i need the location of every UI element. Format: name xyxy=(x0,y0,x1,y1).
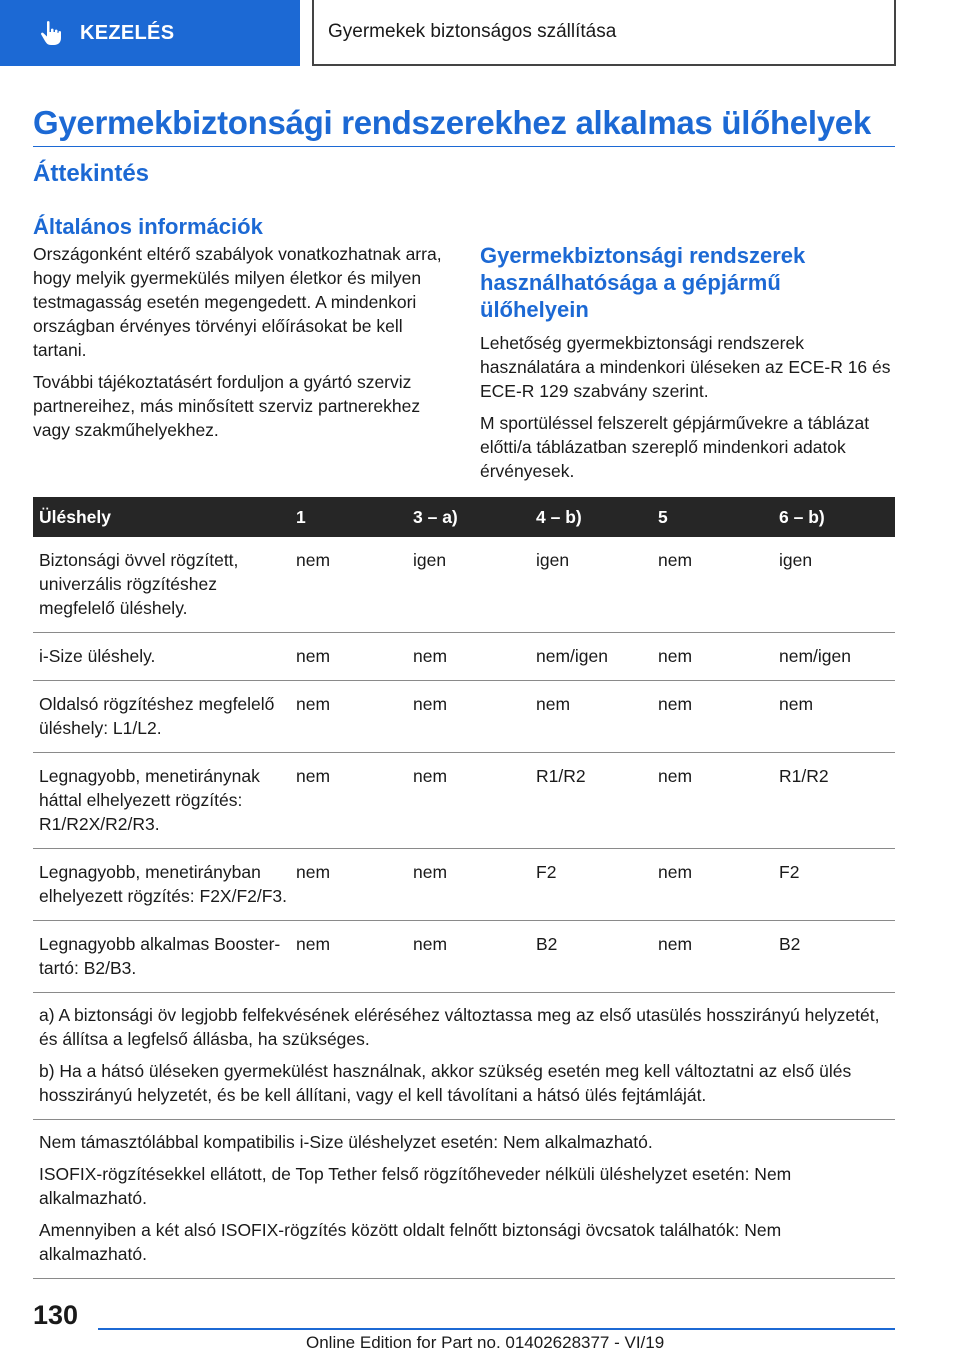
table-cell: Biztonsági övvel rögzített, univerzális rögzítéshez megfelelő üléshely. xyxy=(39,550,239,618)
section-tab[interactable] xyxy=(0,0,300,66)
table-row xyxy=(33,849,895,921)
page-number: 130 xyxy=(33,1300,79,1330)
table-footnotes xyxy=(33,993,895,1120)
table-cell: Legnagyobb, menetirányban elhelyezett rögzítés: F2X/F2/F3. xyxy=(39,862,288,906)
right-column xyxy=(480,242,892,491)
right-paragraph: Lehetőség gyermekbiztonsági rendszerek használatára a mindenkori üléseken az ECE-R 16 és ECE-R 129 szabvány szerint. xyxy=(480,333,891,401)
title-divider xyxy=(33,146,895,147)
table-cell: nem/igen xyxy=(779,646,851,666)
table-cell: nem xyxy=(658,550,693,570)
table-cell: B2 xyxy=(779,934,801,954)
table-cell: nem xyxy=(413,934,448,954)
table-cell: nem xyxy=(779,694,814,714)
page-header xyxy=(0,0,960,68)
seating-table xyxy=(33,497,895,1279)
table-cell: F2 xyxy=(779,862,800,882)
column-header: 3 – a) xyxy=(413,506,458,527)
table-cell: nem xyxy=(658,646,693,666)
column-header: 1 xyxy=(296,506,306,527)
table-row xyxy=(33,633,895,681)
note: ISOFIX-rögzítésekkel ellátott, de Top Tether felső rögzítőheveder nélküli üléshelyzet esetén: Nem alkalmazható. xyxy=(39,1164,792,1208)
table-cell: Oldalsó rögzítéshez megfelelő üléshely: L1/L2. xyxy=(39,694,275,738)
left-column xyxy=(33,242,453,450)
right-paragraph: M sportüléssel felszerelt gépjárművekre a táblázat előtti/a táblázatban szereplő mindenkori adatok érvényesek. xyxy=(480,413,870,481)
usability-heading: Gyermekbiztonsági rendszerek használhatósága a gépjármű ülőhelyein xyxy=(480,243,806,322)
table-cell: i-Size üléshely. xyxy=(39,646,156,666)
table-cell: nem/igen xyxy=(536,646,608,666)
left-paragraph: Országonként eltérő szabályok vonatkozhatnak arra, hogy melyik gyermekülés milyen életkor és milyen testmagasság esetén megengedett. A mindenkori országban érvényes törvényi előírásokat be kell tartani. xyxy=(33,244,442,360)
table-cell: nem xyxy=(296,694,331,714)
table-cell: igen xyxy=(536,550,570,570)
table-cell: nem xyxy=(536,694,571,714)
table-cell: nem xyxy=(296,862,331,882)
table-cell: Legnagyobb alkalmas Booster-tartó: B2/B3. xyxy=(39,934,281,978)
table-cell: igen xyxy=(779,550,813,570)
section-label: KEZELÉS xyxy=(80,21,175,44)
table-cell: nem xyxy=(658,862,693,882)
table-cell: nem xyxy=(296,550,331,570)
chapter-title: Gyermekek biztonságos szállítása xyxy=(312,0,896,66)
left-paragraph: További tájékoztatásért forduljon a gyártó szerviz partnereihez, más minősített szerviz partnerekhez vagy szakműhelyekhez. xyxy=(33,372,421,440)
hand-pointer-icon xyxy=(36,18,66,48)
table-cell: nem xyxy=(658,766,693,786)
table-cell: nem xyxy=(658,934,693,954)
table-cell: nem xyxy=(296,646,331,666)
page-title: Gyermekbiztonsági rendszerekhez alkalmas ülőhelyek xyxy=(33,104,871,141)
column-header: 6 – b) xyxy=(779,506,825,527)
note: Nem támasztólábbal kompatibilis i-Size üléshelyzet esetén: Nem alkalmazható. xyxy=(39,1132,653,1152)
table-row xyxy=(33,681,895,753)
table-row xyxy=(33,921,895,993)
table-header-row xyxy=(33,497,895,537)
table-notes xyxy=(33,1120,895,1279)
table-cell: nem xyxy=(413,862,448,882)
table-cell: R1/R2 xyxy=(536,766,586,786)
general-info-heading: Általános információk xyxy=(33,214,263,239)
column-header: Üléshely xyxy=(39,506,111,527)
section-subtitle: Áttekintés xyxy=(33,160,150,187)
table-cell: nem xyxy=(413,646,448,666)
table-cell: B2 xyxy=(536,934,558,954)
table-cell: nem xyxy=(413,766,448,786)
table-cell: nem xyxy=(296,934,331,954)
footnote: a) A biztonsági öv legjobb felfekvésének eléréséhez változtassa meg az első utasülés hosszirányú helyzetét, és állítsa a legfelső állásba, ha szükséges. xyxy=(39,1005,880,1049)
table-row xyxy=(33,537,895,633)
table-cell: R1/R2 xyxy=(779,766,829,786)
footer-divider xyxy=(98,1328,895,1330)
edition-text: Online Edition for Part no. 01402628377 - VI/19 xyxy=(306,1333,665,1352)
column-header: 5 xyxy=(658,506,668,527)
footnote: b) Ha a hátsó üléseken gyermekülést használnak, akkor szükség esetén meg kell változtatni az első ülés hosszirányú helyzetét, és be kell állítani, vagy el kell távolítani a hátsó ülés fejtámláját. xyxy=(39,1061,852,1105)
table-cell: nem xyxy=(413,694,448,714)
table-cell: Legnagyobb, menetiránynak háttal elhelyezett rögzítés: R1/R2X/R2/R3. xyxy=(39,766,260,834)
note: Amennyiben a két alsó ISOFIX-rögzítés között oldalt felnőtt biztonsági övcsatok találhatók: Nem alkalmazható. xyxy=(39,1220,782,1264)
table-cell: igen xyxy=(413,550,447,570)
table-row xyxy=(33,753,895,849)
column-header: 4 – b) xyxy=(536,506,582,527)
table-cell: nem xyxy=(658,694,693,714)
table-cell: F2 xyxy=(536,862,557,882)
table-cell: nem xyxy=(296,766,331,786)
